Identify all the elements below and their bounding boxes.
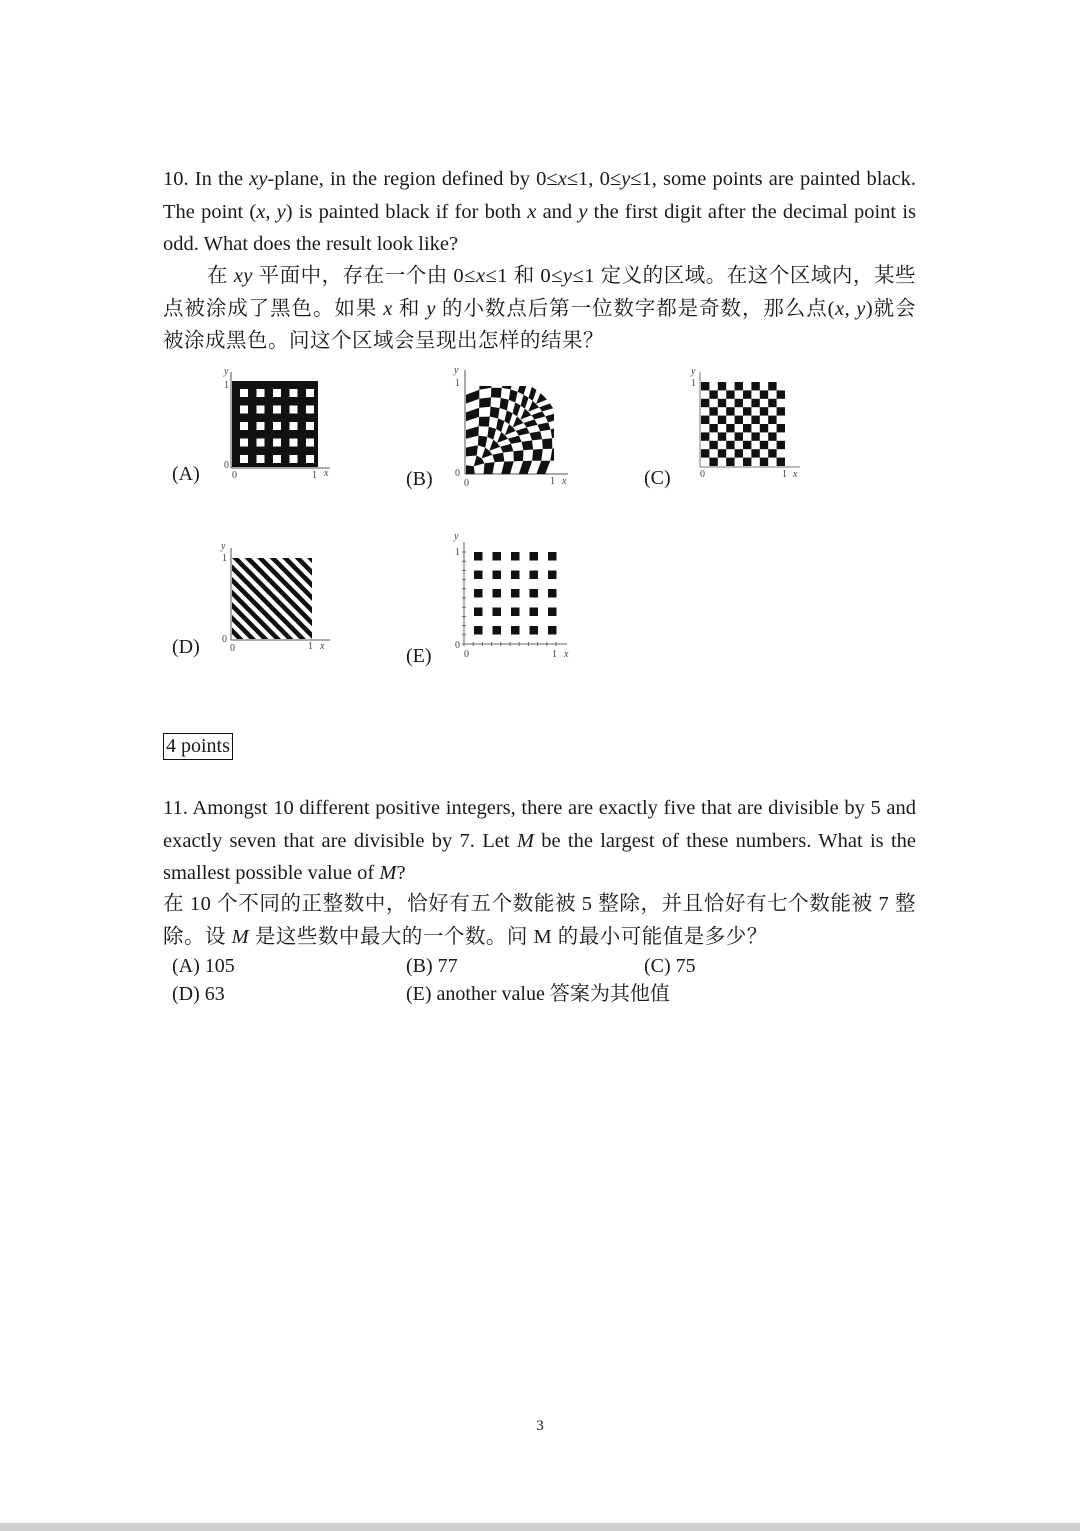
figure-b-cell (545, 414, 554, 423)
figure-a-hole (306, 422, 314, 430)
figure-c-cell (735, 416, 743, 424)
figure-c-cell (726, 424, 734, 432)
figure-d-stripe (95, 558, 182, 639)
figure-b-cell (479, 397, 491, 408)
figure-c-cell (701, 432, 709, 440)
figure-c-cell (751, 382, 759, 390)
figure-c-cell (718, 432, 726, 440)
figure-b-cell (532, 449, 543, 461)
choice-d: (D) 63 (172, 983, 225, 1005)
figure-e-square (530, 589, 539, 598)
figure-a-hole (273, 422, 281, 430)
svg-text:1: 1 (222, 553, 227, 564)
figure-b-cell (466, 465, 475, 474)
figure-c-cell (709, 407, 717, 415)
figure-c-cell (777, 424, 785, 432)
figure-c-cell (718, 382, 726, 390)
figure-b-cell (490, 407, 500, 419)
figure-a-hole (273, 455, 281, 463)
figure-b-cell (522, 440, 534, 450)
figure-d-stripe (332, 558, 419, 639)
figure-d-stripe (357, 558, 444, 639)
figure-b-cell (536, 393, 547, 404)
option-a-label: (A) (172, 463, 200, 485)
figure-b-cell (516, 427, 530, 435)
page-number: 3 (536, 1418, 544, 1434)
figure-d-stripe (370, 558, 457, 639)
svg-text:1: 1 (308, 641, 313, 652)
figure-b-cell (538, 422, 551, 431)
figure-c-cell (718, 399, 726, 407)
figure-d-axis-x: x (320, 641, 325, 652)
figure-b-cell (524, 419, 538, 427)
figure-e-square (511, 589, 520, 598)
svg-text:0: 0 (464, 478, 469, 489)
figure-c-cell (743, 458, 751, 466)
figure-c-axis-x: x (793, 469, 798, 480)
figure-c-cell (743, 424, 751, 432)
figure-b-cell (531, 411, 545, 419)
figure-a-hole (257, 439, 265, 447)
figure-e-square (548, 571, 557, 580)
figure-d-stripe (282, 558, 369, 639)
figure-d-stripe (295, 558, 382, 639)
figure-b-cell (519, 461, 532, 474)
figure-c-cell (760, 424, 768, 432)
bottom-scroll-bar (0, 1523, 1080, 1531)
figure-d-stripe (320, 558, 407, 639)
figure-b-cell (513, 450, 523, 461)
figure-b-warped-checkerboard (452, 364, 576, 492)
figure-e-square (530, 552, 539, 561)
figure-a-hole (290, 406, 298, 414)
figure-b-cell (484, 462, 495, 474)
figure-e-square (511, 571, 520, 580)
svg-text:0: 0 (232, 470, 237, 481)
svg-text:1: 1 (224, 380, 229, 391)
figure-c-cell (735, 432, 743, 440)
figure-e-square (511, 608, 520, 617)
figure-b-cell (466, 390, 479, 404)
figure-e-axis-y: y (454, 531, 459, 542)
figure-d-stripe (307, 558, 394, 639)
figure-e-square (474, 608, 483, 617)
choice-b: (B) 77 (406, 955, 458, 977)
figure-b-axis-y: y (454, 365, 459, 376)
figure-a-hole (240, 439, 248, 447)
figure-c-cell (743, 441, 751, 449)
figure-d-stripe (182, 558, 269, 639)
figure-b-cell (513, 403, 521, 417)
figure-e-squares (452, 530, 576, 660)
figure-d-stripe (82, 558, 169, 639)
svg-text:0: 0 (700, 469, 705, 480)
points-badge: 4 points (163, 733, 233, 760)
figure-e-square (511, 626, 520, 635)
svg-text:0: 0 (455, 640, 460, 651)
figure-c-cell (743, 407, 751, 415)
figure-c-cell (701, 399, 709, 407)
figure-c-cell (760, 390, 768, 398)
figure-e-square (474, 626, 483, 635)
figure-b-cell (466, 426, 479, 439)
figure-b-cell (509, 389, 518, 402)
figure-e-square (474, 571, 483, 580)
figure-d-stripe (107, 558, 194, 639)
figure-c-cell (751, 399, 759, 407)
figure-e-square (474, 552, 483, 561)
figure-c-cell (735, 382, 743, 390)
svg-text:1: 1 (550, 476, 555, 487)
figure-c-cell (709, 458, 717, 466)
figure-c-cell (735, 399, 743, 407)
figure-a-hole (290, 389, 298, 397)
figure-c-cell (718, 416, 726, 424)
figure-a-hole (257, 389, 265, 397)
figure-b-cell (487, 427, 496, 440)
figure-e-square (493, 608, 502, 617)
figure-c-cell (709, 424, 717, 432)
figure-e-square (548, 552, 557, 561)
svg-text:0: 0 (224, 460, 229, 471)
figure-d-diagonal-stripes (216, 540, 338, 656)
svg-text:1: 1 (782, 469, 787, 480)
figure-c-cell (735, 449, 743, 457)
figure-c-cell (709, 441, 717, 449)
figure-a-hole (257, 406, 265, 414)
figure-c-cell (760, 458, 768, 466)
figure-c-cell (726, 458, 734, 466)
figure-a-hole (306, 389, 314, 397)
option-e-label: (E) (406, 645, 432, 667)
figure-c-cell (777, 407, 785, 415)
figure-c-cell (777, 390, 785, 398)
choice-c: (C) 75 (644, 955, 696, 977)
figure-b-cell (551, 428, 554, 438)
figure-a-hole (306, 455, 314, 463)
figure-d-stripe (345, 558, 432, 639)
figure-d-stripe (270, 558, 357, 639)
question-number: 11. (163, 797, 188, 819)
figure-e-square (493, 552, 502, 561)
figure-b-cell (550, 448, 554, 460)
figure-b-cell (496, 418, 504, 432)
figure-d-stripe (170, 558, 257, 639)
figure-c-cell (768, 416, 776, 424)
question-11-text-zh: 在 10 个不同的正整数中，恰好有五个数能被 5 整除，并且恰好有七个数能被 7 整除。设 M 是这些数中最大的一个数。问 M 的最小可能值是多少？ (163, 893, 916, 948)
figure-c-cell (751, 449, 759, 457)
figure-c-cell (726, 390, 734, 398)
figure-e-square (548, 589, 557, 598)
svg-text:1: 1 (691, 378, 696, 389)
option-d-label: (D) (172, 636, 200, 658)
figure-a-hole (257, 422, 265, 430)
figure-d-stripe (120, 558, 207, 639)
figure-b-axis-x: x (562, 476, 567, 487)
figure-e-square (530, 571, 539, 580)
figure-b-cell (466, 445, 478, 456)
option-b-label: (B) (406, 468, 433, 490)
figure-c-cell (701, 382, 709, 390)
figure-b-cell (466, 408, 479, 421)
figure-c-cell (760, 441, 768, 449)
figure-c-cell (701, 449, 709, 457)
figure-e-square (548, 608, 557, 617)
figure-c-axis-y: y (691, 366, 696, 377)
figure-c-cell (726, 441, 734, 449)
figure-e-square (511, 552, 520, 561)
figure-b-cell (518, 386, 527, 395)
figure-a-hole (257, 455, 265, 463)
figure-b-cell (501, 461, 514, 474)
figure-b-cell (529, 387, 537, 401)
figure-c-cell (768, 432, 776, 440)
figure-a-hole (240, 455, 248, 463)
figure-b-cell (542, 438, 552, 449)
figure-a-hole (240, 422, 248, 430)
svg-text:1: 1 (455, 378, 460, 389)
svg-text:1: 1 (552, 649, 557, 660)
figure-b-cell (492, 453, 504, 463)
figure-c-cell (709, 390, 717, 398)
svg-text:1: 1 (455, 547, 460, 558)
figure-b-cell (502, 386, 512, 389)
figure-a-hole (273, 406, 281, 414)
figure-a-hole (240, 389, 248, 397)
question-number: 10. (163, 168, 189, 190)
svg-text:0: 0 (464, 649, 469, 660)
figure-d-stripe (132, 558, 219, 639)
figure-a-hole (306, 439, 314, 447)
figure-b-cell (539, 404, 553, 412)
svg-text:1: 1 (312, 470, 317, 481)
svg-text:0: 0 (455, 468, 460, 479)
svg-text:0: 0 (230, 643, 235, 654)
figure-e-square (530, 626, 539, 635)
figure-a-hole (240, 406, 248, 414)
question-10-text-en: 10. In the xy-plane, in the region defined by 0≤x≤1, 0≤y≤1, some points are painted black. The point (x, y) is painted black if for both x and y the first digit after the decimal point is odd. What does the result look like? (163, 168, 916, 255)
figure-b-cell (530, 431, 543, 440)
figure-e-square (493, 626, 502, 635)
figure-b-cell (479, 386, 491, 390)
figure-b-cell (500, 444, 513, 453)
choice-e: (E) another value 答案为其他值 (406, 983, 670, 1005)
figure-c-cell (768, 449, 776, 457)
figure-b-cell (508, 436, 522, 444)
figure-a-grid (218, 364, 338, 484)
option-c-label: (C) (644, 467, 671, 489)
figure-d-axis-y: y (221, 541, 226, 552)
figure-e-square (493, 571, 502, 580)
figure-c-cell (701, 416, 709, 424)
question-11-text-en: 11. Amongst 10 different positive integers, there are exactly five that are divisible by 5 and exactly seven that are divisible by 7. Let M be the largest of these numbers. What is the smallest possible value of M? (163, 797, 916, 884)
figure-c-cell (760, 407, 768, 415)
figure-a-hole (290, 439, 298, 447)
figure-c-cell (743, 390, 751, 398)
figure-b-cell (504, 410, 512, 424)
figure-d-stripe (145, 558, 232, 639)
choice-a: (A) 105 (172, 955, 235, 977)
figure-e-axis-x: x (564, 649, 569, 660)
figure-a-hole (290, 455, 298, 463)
figure-e-square (548, 626, 557, 635)
figure-c-cell (768, 399, 776, 407)
figure-b-cell (500, 398, 509, 411)
figure-a-axis-y: y (224, 366, 229, 377)
svg-text:0: 0 (222, 634, 227, 645)
figure-b-cell (479, 417, 490, 427)
figure-c-cell (726, 407, 734, 415)
figure-c-checkerboard (686, 364, 806, 484)
question-10-text-zh: 在 xy 平面中，存在一个由 0≤x≤1 和 0≤y≤1 定义的区域。在这个区域内，某些点被涂成了黑色。如果 x 和 y 的小数点后第一位数字都是奇数，那么点(x, y)就会被涂成黑色。问这个区域会呈现出怎样的结果？ (163, 265, 917, 352)
figure-a-hole (290, 422, 298, 430)
figure-a-hole (273, 439, 281, 447)
figure-b-cell (521, 395, 529, 409)
figure-c-cell (777, 441, 785, 449)
figure-e-square (474, 589, 483, 598)
figure-a-hole (306, 406, 314, 414)
figure-b-cell (478, 436, 488, 448)
figure-e-square (493, 589, 502, 598)
figure-a-axis-x: x (324, 468, 329, 479)
figure-c-cell (768, 382, 776, 390)
figure-c-cell (718, 449, 726, 457)
figure-c-cell (751, 432, 759, 440)
figure-c-cell (751, 416, 759, 424)
figure-a-hole (273, 389, 281, 397)
figure-b-cell (491, 388, 502, 398)
figure-e-square (530, 608, 539, 617)
figure-b-cell (536, 461, 550, 474)
figure-c-cell (777, 458, 785, 466)
